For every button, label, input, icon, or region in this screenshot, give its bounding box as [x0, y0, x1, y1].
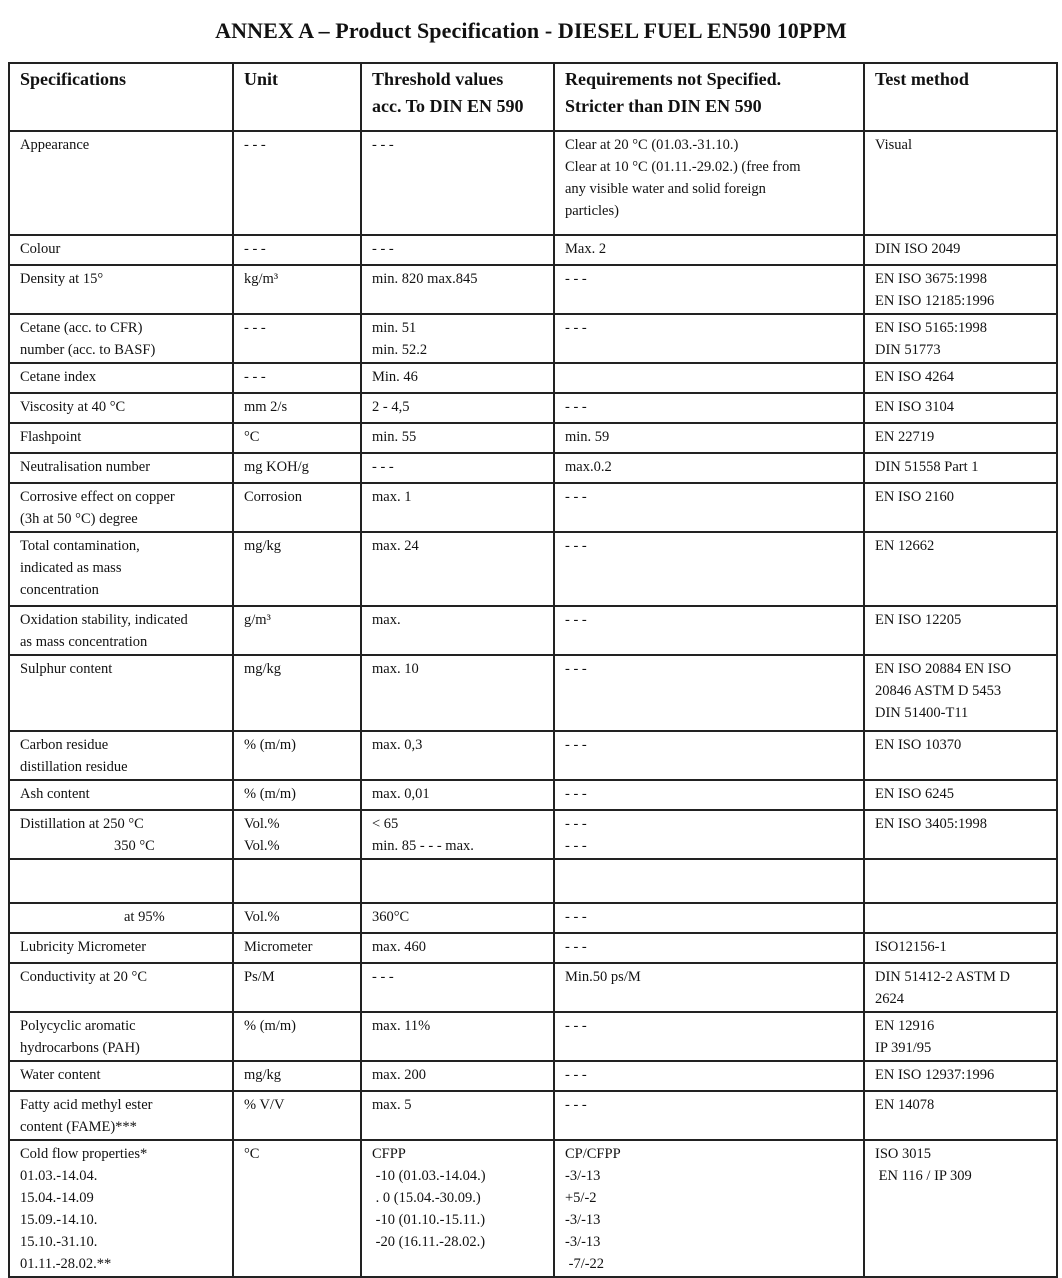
cell-line: max. 5: [372, 1097, 412, 1113]
test-method-cell: [864, 131, 1057, 235]
cell-line: -3/-13: [565, 1234, 601, 1250]
threshold-cell: [361, 265, 554, 314]
cell-line: Corrosive effect on copper: [20, 489, 175, 505]
cell-line: Ps/M: [244, 969, 275, 985]
test-method-cell: [864, 363, 1057, 393]
threshold-cell: [361, 780, 554, 810]
cell-line: EN 116 / IP 309: [875, 1168, 972, 1184]
cell-line: Oxidation stability, indicated: [20, 612, 188, 628]
cell-line: - - -: [244, 137, 266, 153]
table-row: [9, 963, 1057, 1012]
cell-line: Cetane (acc. to CFR): [20, 320, 143, 336]
table-row: [9, 483, 1057, 532]
cell-line: - - -: [565, 1097, 587, 1113]
unit-cell: [233, 933, 361, 963]
cell-line: - - -: [565, 320, 587, 336]
cell-line: DIN 51412-2 ASTM D: [875, 969, 1010, 985]
table-row: [9, 859, 1057, 903]
cell-line: Distillation at 250 °C: [20, 816, 144, 832]
test-method-cell: [864, 780, 1057, 810]
cell-line: - - -: [565, 1018, 587, 1034]
cell-line: DIN 51400-T11: [875, 705, 969, 721]
unit-cell: [233, 731, 361, 780]
cell-line: Carbon residue: [20, 737, 109, 753]
cell-line: - - -: [565, 939, 587, 955]
cell-line: - - -: [565, 271, 587, 287]
cell-line: 20846 ASTM D 5453: [875, 683, 1002, 699]
cell-line: indicated as mass: [20, 560, 122, 576]
cell-line: EN ISO 3675:1998: [875, 271, 987, 287]
cell-line: Lubricity Micrometer: [20, 939, 147, 955]
cell-line: EN 12916: [875, 1018, 935, 1034]
requirement-cell: [554, 810, 864, 859]
cell-line: - - -: [372, 241, 394, 257]
cell-line: EN ISO 3405:1998: [875, 816, 987, 832]
cell-line: Max. 2: [565, 241, 607, 257]
spec-cell: [9, 265, 233, 314]
cell-line: < 65: [372, 816, 399, 832]
cell-line: max. 460: [372, 939, 426, 955]
requirement-cell: [554, 483, 864, 532]
cell-line: CFPP: [372, 1146, 406, 1162]
cell-line: EN ISO 2160: [875, 489, 954, 505]
cell-line: -10 (01.03.-14.04.): [372, 1168, 486, 1184]
cell-line: max.0.2: [565, 459, 612, 475]
cell-line: - - -: [565, 737, 587, 753]
cell-line: Sulphur content: [20, 661, 113, 677]
cell-line: - - -: [565, 612, 587, 628]
cell-line: Neutralisation number: [20, 459, 151, 475]
cell-line: Ash content: [20, 786, 90, 802]
unit-cell: [233, 131, 361, 235]
cell-line: 01.03.-14.04.: [20, 1168, 98, 1184]
spec-cell: [9, 606, 233, 655]
cell-line: Micrometer: [244, 939, 313, 955]
header-unit: Unit: [233, 63, 361, 131]
cell-line: mg/kg: [244, 661, 282, 677]
threshold-cell: [361, 1061, 554, 1091]
cell-line: EN ISO 12937:1996: [875, 1067, 995, 1083]
unit-cell: [233, 810, 361, 859]
test-method-cell: [864, 731, 1057, 780]
test-method-cell: [864, 393, 1057, 423]
cell-line: 2 - 4,5: [372, 399, 410, 415]
requirement-cell: [554, 265, 864, 314]
requirement-cell: [554, 1140, 864, 1277]
cell-line: number (acc. to BASF): [20, 342, 156, 358]
unit-cell: [233, 903, 361, 933]
spec-cell: [9, 1012, 233, 1061]
cell-line: - - -: [372, 137, 394, 153]
cell-line: - - -: [372, 969, 394, 985]
requirement-cell: [554, 1091, 864, 1140]
cell-line: concentration: [20, 582, 99, 598]
cell-line: Visual: [875, 137, 912, 153]
cell-line: . 0 (15.04.-30.09.): [372, 1190, 481, 1206]
cell-line: EN ISO 6245: [875, 786, 954, 802]
cell-line: - - -: [565, 838, 587, 854]
cell-line: Vol.%: [244, 816, 280, 832]
cell-line: Conductivity at 20 °C: [20, 969, 148, 985]
cell-line: max. 1: [372, 489, 412, 505]
test-method-cell: [864, 1140, 1057, 1277]
cell-line: - - -: [565, 909, 587, 925]
cell-line: % (m/m): [244, 786, 296, 802]
cell-line: DIN 51558 Part 1: [875, 459, 979, 475]
requirement-cell: [554, 731, 864, 780]
spec-cell: [9, 423, 233, 453]
test-method-cell: [864, 810, 1057, 859]
spec-cell: [9, 483, 233, 532]
table-row: [9, 780, 1057, 810]
spec-cell: [9, 731, 233, 780]
cell-line: +5/-2: [565, 1190, 597, 1206]
cell-line: % (m/m): [244, 737, 296, 753]
threshold-cell: [361, 859, 554, 903]
test-method-cell: [864, 606, 1057, 655]
header-row: [9, 63, 1057, 131]
spec-cell: [9, 1091, 233, 1140]
table-row: [9, 423, 1057, 453]
cell-line: - - -: [244, 369, 266, 385]
cell-line: IP 391/95: [875, 1040, 932, 1056]
table-row: [9, 1012, 1057, 1061]
cell-line: mm 2/s: [244, 399, 288, 415]
threshold-cell: [361, 903, 554, 933]
cell-line: 15.09.-14.10.: [20, 1212, 98, 1228]
cell-line: EN 12662: [875, 538, 935, 554]
cell-line: Vol.%: [244, 838, 280, 854]
test-method-cell: [864, 265, 1057, 314]
table-row: [9, 265, 1057, 314]
threshold-cell: [361, 655, 554, 731]
cell-line: min. 820 max.845: [372, 271, 478, 287]
threshold-cell: [361, 1091, 554, 1140]
cell-line: -10 (01.10.-15.11.): [372, 1212, 486, 1228]
header-requirements: Requirements not Specified. Stricter than DIN EN 590: [554, 63, 864, 131]
table-row: [9, 393, 1057, 423]
cell-line: distillation residue: [20, 759, 128, 775]
table-row: [9, 1140, 1057, 1277]
cell-line: °C: [244, 1146, 260, 1162]
requirement-cell: [554, 532, 864, 606]
table-row: [9, 1061, 1057, 1091]
cell-line: - - -: [565, 538, 587, 554]
requirement-cell: [554, 963, 864, 1012]
cell-line: DIN 51773: [875, 342, 941, 358]
cell-line: Colour: [20, 241, 61, 257]
cell-line: min. 59: [565, 429, 610, 445]
requirement-cell: [554, 363, 864, 393]
unit-cell: [233, 1061, 361, 1091]
cell-line: °C: [244, 429, 260, 445]
requirement-cell: [554, 606, 864, 655]
spec-cell: [9, 1140, 233, 1277]
cell-line: max. 10: [372, 661, 419, 677]
test-method-cell: [864, 235, 1057, 265]
table-row: [9, 731, 1057, 780]
cell-line: max. 24: [372, 538, 419, 554]
cell-line: mg/kg: [244, 538, 282, 554]
requirement-cell: [554, 235, 864, 265]
cell-line: as mass concentration: [20, 634, 148, 650]
threshold-cell: [361, 131, 554, 235]
cell-line: DIN ISO 2049: [875, 241, 961, 257]
cell-line: - - -: [565, 489, 587, 505]
cell-line: Clear at 10 °C (01.11.-29.02.) (free from: [565, 159, 801, 175]
threshold-cell: [361, 363, 554, 393]
spec-cell: [9, 453, 233, 483]
cell-line: 2624: [875, 991, 904, 1007]
spec-cell: [9, 780, 233, 810]
cell-line: ISO 3015: [875, 1146, 931, 1162]
table-row: [9, 655, 1057, 731]
threshold-cell: [361, 423, 554, 453]
cell-line: 15.10.-31.10.: [20, 1234, 98, 1250]
cell-line: EN ISO 3104: [875, 399, 954, 415]
table-row: [9, 235, 1057, 265]
cell-line: content (FAME)***: [20, 1119, 137, 1135]
cell-line: - - -: [565, 1067, 587, 1083]
spec-cell: [9, 235, 233, 265]
cell-line: EN ISO 5165:1998: [875, 320, 987, 336]
cell-line: min. 55: [372, 429, 417, 445]
cell-line: Fatty acid methyl ester: [20, 1097, 153, 1113]
cell-line: (3h at 50 °C) degree: [20, 511, 138, 527]
test-method-cell: [864, 423, 1057, 453]
threshold-cell: [361, 1012, 554, 1061]
unit-cell: [233, 314, 361, 363]
unit-cell: [233, 655, 361, 731]
cell-line: % (m/m): [244, 1018, 296, 1034]
cell-line: 360°C: [372, 909, 410, 925]
test-method-cell: [864, 1091, 1057, 1140]
unit-cell: [233, 859, 361, 903]
table-row: [9, 810, 1057, 859]
requirement-cell: [554, 933, 864, 963]
cell-line: 350 °C: [114, 838, 155, 854]
requirement-cell: [554, 1012, 864, 1061]
cell-line: - - -: [565, 786, 587, 802]
threshold-cell: [361, 483, 554, 532]
cell-line: Total contamination,: [20, 538, 140, 554]
requirement-cell: [554, 453, 864, 483]
requirement-cell: [554, 393, 864, 423]
unit-cell: [233, 265, 361, 314]
cell-line: hydrocarbons (PAH): [20, 1040, 140, 1056]
test-method-cell: [864, 903, 1057, 933]
unit-cell: [233, 483, 361, 532]
cell-line: EN ISO 20884 EN ISO: [875, 661, 1012, 677]
header-test-method: Test method: [864, 63, 1057, 131]
threshold-cell: [361, 235, 554, 265]
table-row: [9, 606, 1057, 655]
cell-line: CP/CFPP: [565, 1146, 621, 1162]
table-row: [9, 453, 1057, 483]
cell-line: -7/-22: [565, 1256, 605, 1272]
cell-line: -20 (16.11.-28.02.): [372, 1234, 486, 1250]
threshold-cell: [361, 393, 554, 423]
threshold-cell: [361, 731, 554, 780]
cell-line: Appearance: [20, 137, 90, 153]
spec-cell: [9, 903, 233, 933]
cell-line: EN 22719: [875, 429, 935, 445]
test-method-cell: [864, 933, 1057, 963]
test-method-cell: [864, 453, 1057, 483]
cell-line: Flashpoint: [20, 429, 82, 445]
cell-line: -3/-13: [565, 1212, 601, 1228]
spec-cell: [9, 314, 233, 363]
table-row: [9, 903, 1057, 933]
threshold-cell: [361, 933, 554, 963]
table-row: [9, 1091, 1057, 1140]
header-threshold-values: Threshold values acc. To DIN EN 590: [361, 63, 554, 131]
cell-line: EN ISO 10370: [875, 737, 962, 753]
unit-cell: [233, 363, 361, 393]
table-body: [9, 131, 1057, 1277]
unit-cell: [233, 780, 361, 810]
requirement-cell: [554, 314, 864, 363]
cell-line: min. 85 - - - max.: [372, 838, 474, 854]
table-row: [9, 131, 1057, 235]
spec-cell: [9, 859, 233, 903]
cell-line: EN ISO 12185:1996: [875, 293, 995, 309]
requirement-cell: [554, 131, 864, 235]
unit-cell: [233, 423, 361, 453]
unit-cell: [233, 1091, 361, 1140]
requirement-cell: [554, 1061, 864, 1091]
cell-line: - - -: [244, 320, 266, 336]
spec-cell: [9, 963, 233, 1012]
cell-line: - - -: [565, 399, 587, 415]
cell-line: - - -: [244, 241, 266, 257]
cell-line: EN 14078: [875, 1097, 935, 1113]
spec-cell: [9, 810, 233, 859]
cell-line: Corrosion: [244, 489, 302, 505]
cell-line: -3/-13: [565, 1168, 601, 1184]
cell-line: - - -: [565, 661, 587, 677]
cell-line: Min.50 ps/M: [565, 969, 641, 985]
requirement-cell: [554, 859, 864, 903]
test-method-cell: [864, 483, 1057, 532]
unit-cell: [233, 963, 361, 1012]
unit-cell: [233, 1012, 361, 1061]
cell-line: max. 0,01: [372, 786, 430, 802]
cell-line: max. 0,3: [372, 737, 423, 753]
unit-cell: [233, 532, 361, 606]
spec-cell: [9, 1061, 233, 1091]
cell-line: Water content: [20, 1067, 101, 1083]
test-method-cell: [864, 1061, 1057, 1091]
cell-line: min. 52.2: [372, 342, 428, 358]
cell-line: EN ISO 4264: [875, 369, 954, 385]
cell-line: 15.04.-14.09: [20, 1190, 94, 1206]
unit-cell: [233, 393, 361, 423]
threshold-cell: [361, 314, 554, 363]
cell-line: kg/m³: [244, 271, 279, 287]
threshold-cell: [361, 606, 554, 655]
test-method-cell: [864, 1012, 1057, 1061]
unit-cell: [233, 606, 361, 655]
test-method-cell: [864, 859, 1057, 903]
spec-cell: [9, 363, 233, 393]
cell-line: any visible water and solid foreign: [565, 181, 766, 197]
threshold-cell: [361, 532, 554, 606]
cell-line: ISO12156-1: [875, 939, 947, 955]
cell-line: - - -: [372, 459, 394, 475]
cell-line: g/m³: [244, 612, 271, 628]
cell-line: Viscosity at 40 °C: [20, 399, 126, 415]
cell-line: mg/kg: [244, 1067, 282, 1083]
test-method-cell: [864, 314, 1057, 363]
cell-line: mg KOH/g: [244, 459, 309, 475]
table-row: [9, 363, 1057, 393]
cell-line: Min. 46: [372, 369, 418, 385]
test-method-cell: [864, 532, 1057, 606]
spec-cell: [9, 131, 233, 235]
cell-line: particles): [565, 203, 619, 219]
cell-line: Density at 15°: [20, 271, 104, 287]
cell-line: - - -: [565, 816, 587, 832]
specification-table: [8, 62, 1058, 1278]
cell-line: Polycyclic aromatic: [20, 1018, 136, 1034]
threshold-cell: [361, 453, 554, 483]
header-specifications: Specifications: [9, 63, 233, 131]
table-row: [9, 532, 1057, 606]
document-title: ANNEX A – Product Specification - DIESEL FUEL EN590 10PPM: [215, 18, 847, 43]
cell-line: 01.11.-28.02.**: [20, 1256, 112, 1272]
table-row: [9, 933, 1057, 963]
cell-line: max. 11%: [372, 1018, 431, 1034]
requirement-cell: [554, 423, 864, 453]
threshold-cell: [361, 1140, 554, 1277]
cell-line: Clear at 20 °C (01.03.-31.10.): [565, 137, 739, 153]
threshold-cell: [361, 963, 554, 1012]
spec-cell: [9, 655, 233, 731]
threshold-cell: [361, 810, 554, 859]
spec-cell: [9, 933, 233, 963]
test-method-cell: [864, 655, 1057, 731]
cell-line: at 95%: [124, 909, 165, 925]
cell-line: max.: [372, 612, 401, 628]
requirement-cell: [554, 780, 864, 810]
cell-line: min. 51: [372, 320, 417, 336]
cell-line: Cetane index: [20, 369, 97, 385]
cell-line: EN ISO 12205: [875, 612, 962, 628]
requirement-cell: [554, 655, 864, 731]
requirement-cell: [554, 903, 864, 933]
spec-cell: [9, 393, 233, 423]
spec-cell: [9, 532, 233, 606]
table-row: [9, 314, 1057, 363]
cell-line: Vol.%: [244, 909, 280, 925]
cell-line: Cold flow properties*: [20, 1146, 148, 1162]
unit-cell: [233, 453, 361, 483]
unit-cell: [233, 235, 361, 265]
unit-cell: [233, 1140, 361, 1277]
cell-line: max. 200: [372, 1067, 426, 1083]
test-method-cell: [864, 963, 1057, 1012]
cell-line: % V/V: [244, 1097, 285, 1113]
